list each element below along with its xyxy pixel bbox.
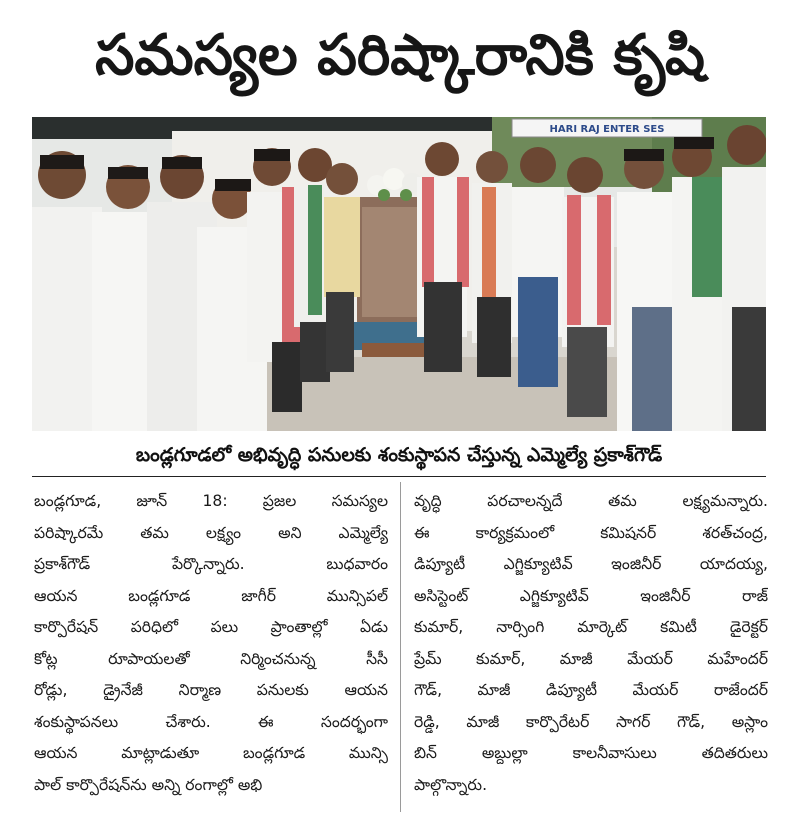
column-divider xyxy=(400,482,401,812)
article-text-line: రెడ్డి, మాజీ కార్పొరేటర్ సాగర్ గౌడ్, అస్లాం xyxy=(414,712,768,731)
article-text-line: గౌడ్, మాజీ డిప్యూటీ మేయర్ రాజేందర్ xyxy=(414,681,768,699)
article-text-line: పాల్ కార్పొరేషన్‌ను అన్ని రంగాల్లో అభి xyxy=(34,775,263,794)
article-text-line: శంకుస్థాపనలు చేశారు. ఈ సందర్భంగా xyxy=(34,712,388,731)
article-text-line: రోడ్లు, డ్రైనేజీ నిర్మాణ పనులకు ఆయన xyxy=(34,681,388,699)
article-text-line: బండ్లగూడ, జూన్ 18: ప్రజల సమస్యల xyxy=(34,492,388,510)
article-text-line: డిప్యూటీ ఎగ్జిక్యూటివ్ ఇంజినీర్ యాదయ్య, xyxy=(414,555,768,573)
article-text-line: అసిస్టెంట్ ఎగ్జిక్యూటివ్ ఇంజినీర్ రాజ్ xyxy=(414,586,768,605)
article-text-line: ఈ కార్యక్రమంలో కమిషనర్ శరత్‌చంద్ర, xyxy=(414,523,768,542)
article-column-left xyxy=(34,486,388,801)
article-text-line: బిన్ అబ్దుల్లా కాలనీవాసులు తదితరులు xyxy=(414,744,768,762)
article-text-line: పాల్గొన్నారు. xyxy=(414,775,488,794)
article-column-right xyxy=(414,486,768,801)
article-text-line: కార్పొరేషన్ పరిధిలో పలు ప్రాంతాల్లో ఏడు xyxy=(34,618,388,636)
news-photo xyxy=(32,117,766,431)
article-text-line: ఆయన బండ్లగూడ జాగీర్ మున్సిపల్ xyxy=(34,586,388,605)
photo-caption: బండ్లగూడలో అభివృద్ధి పనులకు శంకుస్థాపన చేస్తున్న ఎమ్మెల్యే ప్రకాశ్‌గౌడ్ xyxy=(135,444,663,466)
article-text-line: కోట్ల రూపాయలతో నిర్మించనున్న సీసీ xyxy=(34,649,388,668)
caption-rule xyxy=(32,476,766,477)
shop-sign-text: HARI RAJ ENTER SES xyxy=(549,124,665,135)
article-text-line: ప్రకాశ్‌గౌడ్ పేర్కొన్నారు. బుధవారం xyxy=(34,555,388,573)
article-text-line: ప్రేమ్ కుమార్, మాజీ మేయర్ మహేందర్ xyxy=(414,649,768,668)
article-text-line: కుమార్, నార్సింగి మార్కెట్ కమిటీ డైరెక్టర్ xyxy=(414,618,768,636)
article-text-line: పరిష్కారమే తమ లక్ష్యం అని ఎమ్మెల్యే xyxy=(34,523,388,542)
article-text-line: ఆయన మాట్లాడుతూ బండ్లగూడ మున్సి xyxy=(34,744,388,762)
article-text-line: వృద్ధి పరచాలన్నదే తమ లక్ష్యమన్నారు. xyxy=(414,492,768,510)
headline: సమస్యల పరిష్కారానికి కృషి xyxy=(95,23,705,88)
